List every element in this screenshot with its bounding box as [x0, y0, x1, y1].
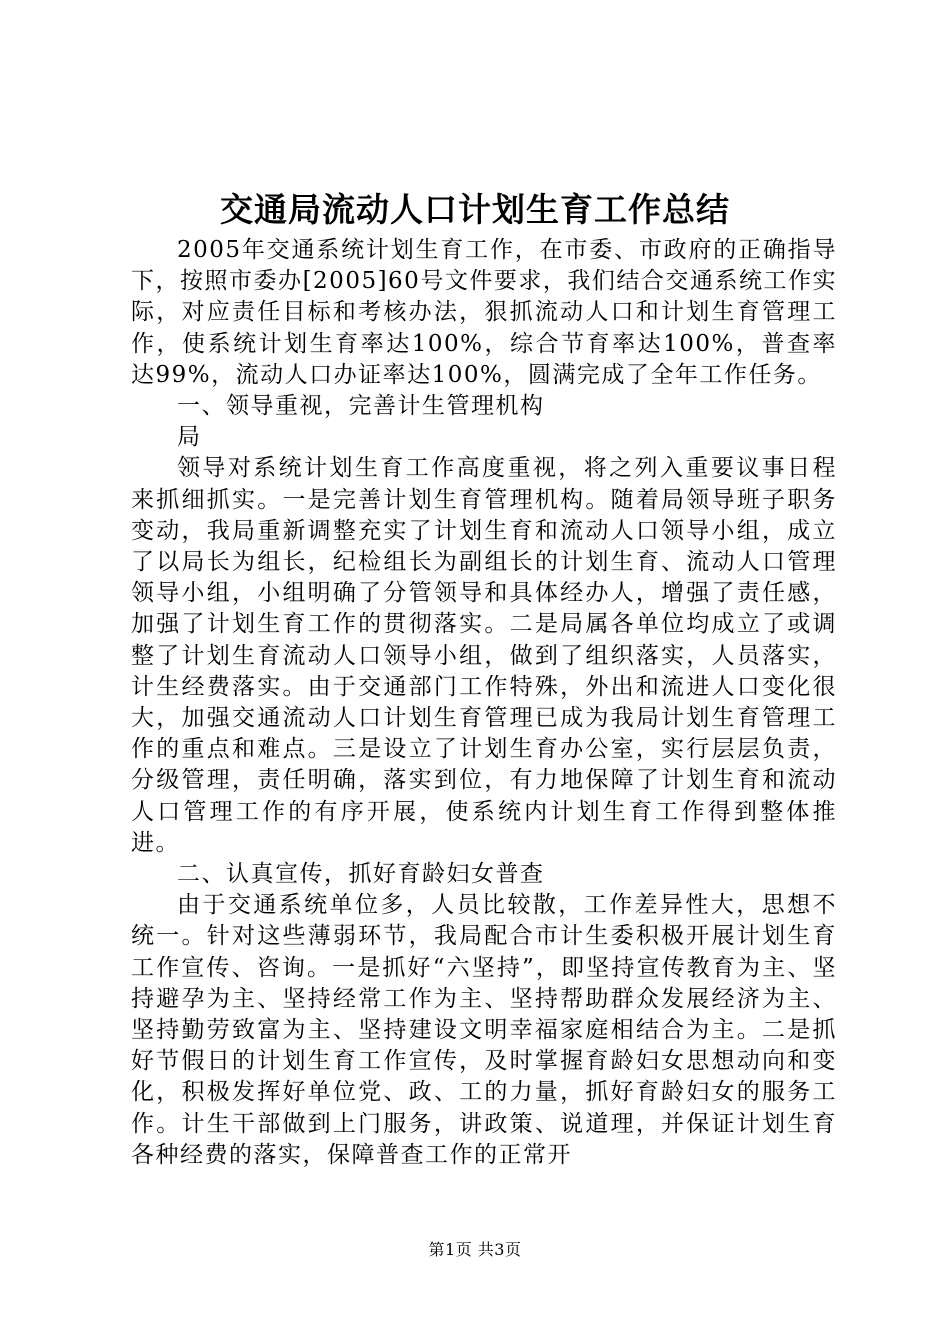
paragraph-section-2: 由于交通系统单位多，人员比较散，工作差异性大，思想不统一。针对这些薄弱环节，我局配合市计生委积极开展计划生育工作宣传、咨询。一是抓好“六坚持”，即坚持宣传教育为主、坚持避孕为主、坚持经常工作为主、坚持帮助群众发展经济为主、坚持勤劳致富为主、坚持建设文明幸福家庭相结合为主。二是抓好节假日的计划生育工作宣传，及时掌握育龄妇女思想动向和变化，积极发挥好单位党、政、工的力量，抓好育龄妇女的服务工作。计生干部做到上门服务，讲政策、说道理，并保证计划生育各种经费的落实，保障普查工作的正常开 — [131, 892, 837, 1168]
document-title: 交通局流动人口计划生育工作总结 — [220, 190, 730, 229]
paragraph-section-1: 领导对系统计划生育工作高度重视，将之列入重要议事日程来抓细抓实。一是完善计划生育管理机构。随着局领导班子职务变动，我局重新调整充实了计划生育和流动人口领导小组，成立了以局长为组长，纪检组长为副组长的计划生育、流动人口管理领导小组，小组明确了分管领导和具体经办人，增强了责任感，加强了计划生育工作的贯彻落实。二是局属各单位均成立了或调整了计划生育流动人口领导小组，做到了组织落实，人员落实，计生经费落实。由于交通部门工作特殊，外出和流进人口变化很大，加强交通流动人口计划生育管理已成为我局计划生育管理工作的重点和难点。三是设立了计划生育办公室，实行层层负责，分级管理，责任明确，落实到位，有力地保障了计划生育和流动人口管理工作的有序开展，使系统内计划生育工作得到整体推进。 — [131, 455, 837, 856]
section-heading-1: 一、领导重视，完善计生管理机构 — [177, 393, 545, 420]
paragraph-fragment: 局 — [177, 424, 202, 451]
page-footer: 第1页 共3页 — [428, 1240, 522, 1259]
section-heading-2: 二、认真宣传，抓好育龄妇女普查 — [177, 861, 545, 888]
paragraph-intro: 2005年交通系统计划生育工作，在市委、市政府的正确指导下，按照市委办[2005]60号文件要求，我们结合交通系统工作实际，对应责任目标和考核办法，狠抓流动人口和计划生育管理工作，使系统计划生育率达100%，综合节育率达100%，普查率达99%，流动人口办证率达100%，圆满完成了全年工作任务。 — [131, 237, 837, 388]
document-body — [131, 235, 837, 1171]
